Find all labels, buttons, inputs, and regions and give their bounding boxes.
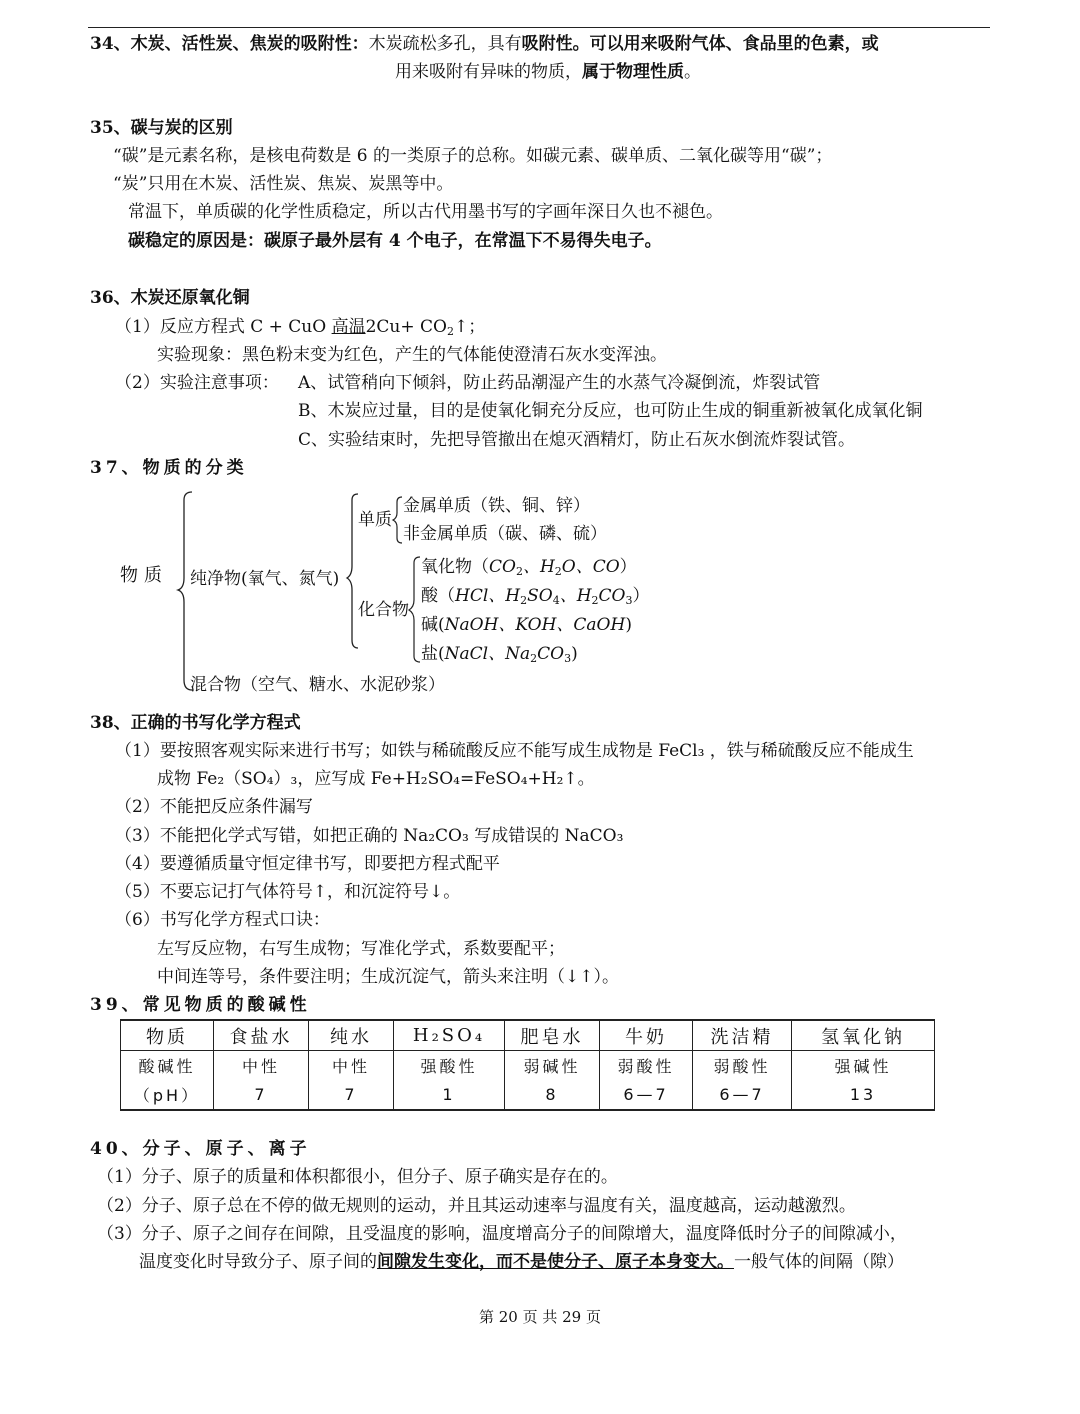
section-40-heading: 40、分子、原子、离子 (90, 1139, 311, 1159)
section-38-line-7: （6）书写化学方程式口诀： (115, 910, 330, 930)
tree-root: 物质 (120, 565, 168, 586)
table-cell: 7 (309, 1080, 394, 1110)
table-cell: 牛奶 (600, 1020, 693, 1051)
table-cell: 纯水 (309, 1020, 394, 1051)
section-36-line-2: 实验现象：黑色粉末变为红色，产生的气体能使澄清石灰水变浑浊。 (157, 345, 667, 365)
page-footer: 第 20 页 共 29 页 (478, 1308, 601, 1326)
section-34-line-1 (90, 31, 879, 57)
brace-element (393, 497, 402, 543)
tree-base (421, 612, 632, 638)
table-cell: 中性 (309, 1051, 394, 1081)
section-38-line-5: （4）要遵循质量守恒定律书写，即要把方程式配平 (115, 854, 500, 874)
section-35-line-3: 常温下，单质碳的化学性质稳定，所以古代用墨书写的字画年深日久也不褪色。 (128, 202, 723, 222)
table-cell: H₂SO₄ (394, 1020, 505, 1051)
subscript: 2 (591, 594, 599, 607)
bold-text: 属于物理性质 (582, 62, 684, 82)
tree-element: 单质 (358, 510, 392, 530)
table-cell: 氢氧化钠 (792, 1020, 935, 1051)
section-38-line-2: 成物 Fe₂（SO₄）₃，应写成 Fe+H₂SO₄=FeSO₄+H₂↑。 (157, 769, 595, 789)
section-38-line-8: 左写反应物，右写生成物；写准化学式，系数要配平； (157, 939, 565, 959)
formula: CO (489, 557, 516, 577)
section-40-line-3: （3）分子、原子之间存在间隙，且受温度的影响，温度增高分子的间隙增大，温度降低时分子的间隙减小， (97, 1224, 907, 1244)
subscript: 2 (520, 594, 528, 607)
equation-reactants: （1）反应方程式 C + CuO (115, 317, 327, 337)
subscript: 2 (446, 325, 454, 338)
table-cell: 13 (792, 1080, 935, 1110)
subscript: 2 (515, 565, 523, 578)
text: 一般气体的间隔（隙） (734, 1252, 904, 1272)
section-35-line-1: “碳”是元素名称，是核电荷数是 6 的一类原子的总称。如碳元素、碳单质、二氧化碳等用“碳”； (113, 146, 833, 166)
section-35-line-2: “炭”只用在木炭、活性炭、焦炭、炭黑等中。 (113, 174, 454, 194)
subscript: 4 (552, 594, 560, 607)
formula: SO (527, 586, 553, 606)
section-35-heading: 35、碳与炭的区别 (90, 118, 233, 138)
section-36-equation (115, 314, 485, 340)
section-34-heading: 34、木炭、活性炭、焦炭的吸附性： (90, 34, 369, 54)
subscript: 3 (564, 652, 572, 665)
table-row (121, 1020, 935, 1051)
tree-metal: 金属单质（铁、铜、锌） (403, 496, 590, 516)
table-cell: 6—7 (600, 1080, 693, 1110)
equation-products: 2Cu+ CO (365, 317, 447, 337)
text: 木炭疏松多孔，具有 (368, 34, 522, 54)
subscript: 2 (530, 652, 538, 665)
section-38-line-1: （1）要按照客观实际来进行书写；如铁与稀硫酸反应不能写成生成物是 FeCl₃ ，铁与稀硫酸反应不能成生 (115, 741, 914, 761)
table-cell: 物质 (121, 1020, 214, 1051)
formula: 、H (522, 557, 555, 577)
text: 用来吸附有异味的物质， (395, 62, 582, 82)
label: 氧化物（ (421, 557, 489, 577)
formula: 、H (559, 586, 592, 606)
equation-condition: 高温 (331, 317, 366, 337)
formula: O、CO (561, 557, 620, 577)
text: 温度变化时导致分子、原子间的 (139, 1252, 377, 1272)
section-37-heading: 37、物质的分类 (90, 458, 248, 478)
label: ) (625, 615, 632, 635)
section-35-line-4: 碳稳定的原因是：碳原子最外层有 4 个电子，在常温下不易得失电子。 (128, 231, 662, 251)
subscript: 2 (554, 565, 562, 578)
section-40-line-4 (139, 1249, 904, 1275)
table-cell: 6—7 (693, 1080, 792, 1110)
section-36-line-3a: （2）实验注意事项： (115, 373, 279, 393)
formula: CO (537, 644, 565, 664)
tree-pure-substance: 纯净物(氧气、氮气) (190, 569, 340, 589)
section-38-line-6: （5）不要忘记打气体符号↑，和沉淀符号↓。 (115, 882, 461, 902)
subscript: 3 (625, 594, 633, 607)
equation-end: ↑； (453, 317, 486, 337)
section-38-line-3: （2）不能把反应条件漏写 (115, 797, 313, 817)
section-38-heading: 38、正确的书写化学方程式 (90, 713, 301, 733)
formula: HCl、H (455, 586, 521, 606)
table-cell: （pH） (121, 1080, 214, 1110)
section-40-line-2: （2）分子、原子总在不停的做无规则的运动，并且其运动速率与温度有关，温度越高，运动越激烈。 (97, 1196, 856, 1216)
section-36-line-4: B、木炭应过量，目的是使氧化铜充分反应，也可防止生成的铜重新被氧化成氧化铜 (298, 401, 923, 421)
table-cell: 弱酸性 (693, 1051, 792, 1081)
section-36-heading: 36、木炭还原氧化铜 (90, 288, 250, 308)
bold-underlined-text: 间隙发生变化，而不是使分子、原子本身变大。 (377, 1252, 734, 1272)
tree-salt (421, 641, 578, 667)
table-cell: 8 (505, 1080, 600, 1110)
table-cell: 弱酸性 (600, 1051, 693, 1081)
table-cell: 中性 (214, 1051, 309, 1081)
table-cell: 1 (394, 1080, 505, 1110)
label: ） (632, 586, 650, 606)
bold-text: 吸附性 (521, 34, 573, 54)
table-cell: 酸碱性 (121, 1051, 214, 1081)
section-36-line-5: C、实验结束时，先把导管撤出在熄灭酒精灯，防止石灰水倒流炸裂试管。 (298, 430, 856, 450)
section-40-line-1: （1）分子、原子的质量和体积都很小，但分子、原子确实是存在的。 (97, 1167, 618, 1187)
table-cell: 强酸性 (394, 1051, 505, 1081)
tree-compound: 化合物 (358, 600, 409, 620)
table-cell: 7 (214, 1080, 309, 1110)
table-cell: 弱碱性 (505, 1051, 600, 1081)
section-36-line-3b: A、试管稍向下倾斜，防止药品潮湿产生的水蒸气冷凝倒流，炸裂试管 (298, 373, 821, 393)
formula: NaCl、Na (444, 644, 531, 664)
label: 酸（ (421, 586, 455, 606)
table-row (121, 1051, 935, 1081)
table-cell: 食盐水 (214, 1020, 309, 1051)
label: ） (619, 557, 637, 577)
label: 盐( (421, 644, 445, 664)
tree-acid (421, 583, 649, 609)
section-34-line-2 (395, 59, 701, 85)
formula: CO (598, 586, 626, 606)
section-38-line-4: （3）不能把化学式写错，如把正确的 Na₂CO₃ 写成错误的 NaCO₃ (115, 826, 624, 846)
tree-nonmetal: 非金属单质（碳、磷、硫） (403, 524, 607, 544)
table-cell: 肥皂水 (505, 1020, 600, 1051)
section-38-line-9: 中间连等号，条件要注明；生成沉淀气，箭头来注明（↓↑）。 (157, 967, 619, 987)
ph-table (120, 1019, 935, 1111)
label: 碱( (421, 615, 445, 635)
top-rule (88, 27, 990, 28)
tree-mixture: 混合物（空气、糖水、水泥砂浆） (190, 675, 445, 695)
brace-compound (409, 557, 420, 662)
text: 。可以用来吸附气体、食品里的色素，或 (572, 34, 879, 54)
tree-oxide (421, 554, 637, 580)
formula: NaOH、KOH、CaOH (444, 615, 626, 635)
text: 。 (684, 62, 701, 82)
brace-pure (347, 494, 358, 648)
section-39-heading: 39、常见物质的酸碱性 (90, 995, 311, 1015)
table-cell: 洗洁精 (693, 1020, 792, 1051)
table-cell: 强碱性 (792, 1051, 935, 1081)
table-row (121, 1080, 935, 1110)
label: ) (571, 644, 578, 664)
